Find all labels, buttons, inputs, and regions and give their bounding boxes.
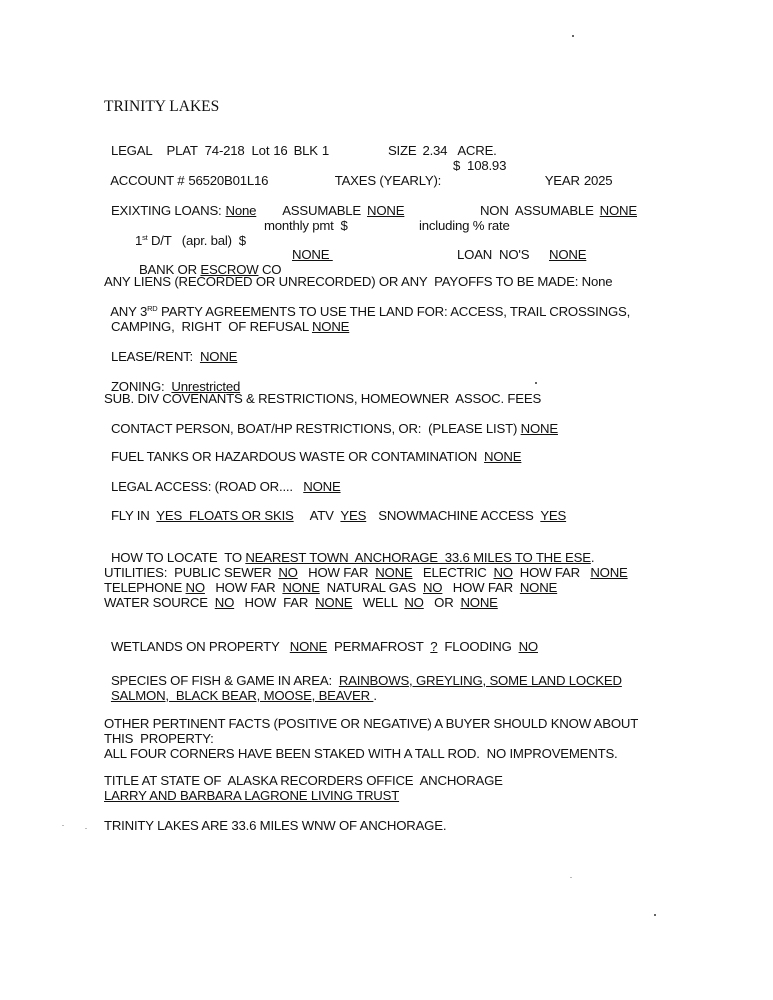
assumable-value: NONE — [367, 203, 405, 218]
species-value-2: SALMON, BLACK BEAR, MOOSE, BEAVER — [110, 688, 374, 703]
species-line-2 — [104, 673, 377, 703]
scan-speck — [570, 877, 572, 878]
assumable-field — [276, 188, 404, 218]
utilities-row-1 — [104, 565, 628, 580]
account-label: ACCOUNT # — [110, 173, 185, 188]
rate-label: including % rate — [419, 218, 510, 233]
utility-value: NONE — [375, 565, 413, 580]
flooding-label: FLOODING — [437, 639, 519, 654]
lease-field — [104, 334, 237, 364]
bank-field — [132, 247, 281, 277]
legal-access-value: NONE — [303, 479, 341, 494]
permafrost-label: PERMAFROST — [327, 639, 431, 654]
utility-value: NONE — [282, 580, 320, 595]
liens-line-2-pre: ANY 3 — [110, 304, 148, 319]
legal-label: LEGAL — [110, 143, 153, 158]
liens-line-3-label: CAMPING, RIGHT OF REFUSAL — [110, 319, 312, 334]
scan-speck — [654, 914, 656, 916]
utility-value: NO — [214, 595, 235, 610]
existing-loans-label: EXIXTING LOANS: — [110, 203, 222, 218]
non-assumable-field — [473, 188, 637, 218]
fly-in-value: YES FLOATS OR SKIS — [156, 508, 294, 523]
loan-nos-label: LOAN NO'S — [457, 247, 530, 262]
utility-label: HOW FAR — [234, 595, 316, 610]
non-assumable-value: NONE — [599, 203, 637, 218]
scan-speck — [62, 825, 64, 826]
zoning-field — [104, 364, 240, 394]
fuel-field — [104, 434, 521, 464]
utility-label: HOW FAR — [512, 565, 591, 580]
year-value: 2025 — [583, 173, 613, 188]
lot-value: 16 — [273, 143, 288, 158]
wetlands-field — [104, 624, 538, 654]
plat-label: PLAT — [166, 143, 198, 158]
taxes-value: $ 108.93 — [453, 158, 507, 173]
size-label: SIZE — [387, 143, 417, 158]
flooding-value: NO — [518, 639, 538, 654]
scan-speck — [85, 828, 87, 829]
account-field — [104, 158, 268, 188]
liens-line-3 — [104, 304, 349, 334]
covenants-value: NONE — [520, 421, 558, 436]
taxes-label: TAXES (YEARLY): — [334, 173, 442, 188]
utility-label: ELECTRIC — [412, 565, 494, 580]
bank-value-text: NONE — [292, 247, 333, 262]
lot-label: Lot — [251, 143, 270, 158]
monthly-pmt-label: monthly pmt $ — [264, 218, 348, 233]
permafrost-value: ? — [430, 639, 438, 654]
fuel-label: FUEL TANKS OR HAZARDOUS WASTE OR CONTAMINATION — [110, 449, 485, 464]
species-label: SPECIES OF FISH & GAME IN AREA: — [110, 673, 339, 688]
locate-label: HOW TO LOCATE TO — [110, 550, 246, 565]
legal-access-field — [104, 464, 341, 494]
taxes-field — [328, 158, 441, 188]
utility-value: NO — [422, 580, 443, 595]
liens-line-2-post: PARTY AGREEMENTS TO USE THE LAND FOR: ACCESS, TRAIL CROSSINGS, — [157, 304, 631, 319]
covenants-line-2-label: CONTACT PERSON, BOAT/HP RESTRICTIONS, OR: (PLEASE LIST) — [110, 421, 521, 436]
utility-value: NO — [493, 565, 513, 580]
document-title: TRINITY LAKES — [104, 98, 220, 115]
title-owner-line — [104, 788, 399, 803]
lease-label: LEASE/RENT: — [110, 349, 200, 364]
locate-value: NEAREST TOWN ANCHORAGE 33.6 MILES TO THE ESE — [245, 550, 591, 565]
zoning-label: ZONING: — [110, 379, 172, 394]
zoning-value: Unrestricted — [171, 379, 241, 394]
first-dt-prefix: 1 — [134, 233, 143, 248]
scan-speck — [535, 382, 537, 384]
utility-value: NONE — [460, 595, 498, 610]
species-suffix: . — [373, 688, 377, 703]
blk-label: BLK — [293, 143, 318, 158]
utility-label: NATURAL GAS — [319, 580, 423, 595]
bank-label-pre: BANK OR — [138, 262, 201, 277]
first-dt-sup: st — [142, 233, 148, 242]
utility-label: HOW FAR — [442, 580, 520, 595]
atv-value: YES — [340, 508, 367, 523]
existing-loans-field — [104, 188, 256, 218]
liens-line-3-value: NONE — [311, 319, 350, 334]
covenants-line-2 — [104, 406, 558, 436]
bank-label-escrow: ESCROW — [200, 262, 259, 277]
utility-value: NONE — [519, 580, 558, 595]
wetlands-label: WETLANDS ON PROPERTY — [110, 639, 290, 654]
other-facts-line-1: OTHER PERTINENT FACTS (POSITIVE OR NEGATIVE) A BUYER SHOULD KNOW ABOUT — [104, 716, 639, 731]
utility-label: OR — [423, 595, 461, 610]
first-dt-label: D/T (apr. bal) $ — [147, 233, 246, 248]
utility-label: TELEPHONE — [104, 580, 186, 595]
liens-line-2-sup: RD — [147, 304, 158, 313]
wetlands-value: NONE — [289, 639, 328, 654]
fuel-value: NONE — [484, 449, 522, 464]
size-value: 2.34 — [422, 143, 448, 158]
utility-value: NO — [185, 580, 205, 595]
year-field — [538, 158, 612, 188]
bank-value — [292, 247, 333, 262]
first-dt-field — [128, 218, 246, 248]
utility-label: HOW FAR — [204, 580, 283, 595]
utility-label: UTILITIES: PUBLIC SEWER — [104, 565, 279, 580]
footer-note: TRINITY LAKES ARE 33.6 MILES WNW OF ANCHORAGE. — [104, 818, 447, 833]
fly-in-label: FLY IN — [110, 508, 157, 523]
utility-value: NONE — [590, 565, 628, 580]
atv-label: ATV — [309, 508, 341, 523]
utilities-row-3 — [104, 595, 498, 610]
locate-field — [104, 535, 594, 565]
size-unit: ACRE. — [457, 143, 497, 158]
liens-line-1: ANY LIENS (RECORDED OR UNRECORDED) OR ANY PAYOFFS TO BE MADE: None — [104, 274, 613, 289]
title-office-line: TITLE AT STATE OF ALASKA RECORDERS OFFICE ANCHORAGE — [104, 773, 503, 788]
account-number: 56520B01L16 — [188, 173, 269, 188]
existing-loans-value: None — [225, 203, 257, 218]
bank-label-post: CO — [258, 262, 282, 277]
utility-label: HOW FAR — [297, 565, 376, 580]
plat-value: 74-218 — [204, 143, 245, 158]
snowmachine-label: SNOWMACHINE ACCESS — [378, 508, 541, 523]
locate-suffix: . — [590, 550, 595, 565]
assumable-label: ASSUMABLE — [282, 203, 362, 218]
utility-value: NO — [404, 595, 424, 610]
species-value-1: RAINBOWS, GREYLING, SOME LAND LOCKED — [338, 673, 622, 688]
scan-speck — [572, 35, 574, 37]
year-label: YEAR — [544, 173, 580, 188]
blk-value: 1 — [321, 143, 330, 158]
fly-in-field — [104, 493, 566, 523]
legal-access-label: LEGAL ACCESS: (ROAD OR.... — [110, 479, 304, 494]
loan-nos-value — [549, 247, 586, 262]
utility-label: WELL — [352, 595, 405, 610]
utilities-row-2 — [104, 580, 557, 595]
other-facts-line-2: THIS PROPERTY: — [104, 731, 214, 746]
lease-value: NONE — [199, 349, 238, 364]
utility-value: NONE — [315, 595, 353, 610]
covenants-line-1: SUB. DIV COVENANTS & RESTRICTIONS, HOMEOWNER ASSOC. FEES — [104, 391, 542, 406]
title-owner: LARRY AND BARBARA LAGRONE LIVING TRUST — [104, 788, 400, 803]
other-facts-line-3: ALL FOUR CORNERS HAVE BEEN STAKED WITH A TALL ROD. NO IMPROVEMENTS. — [104, 746, 618, 761]
utility-label: WATER SOURCE — [104, 595, 215, 610]
loan-nos-value-text: NONE — [549, 247, 587, 262]
size-field — [381, 128, 497, 158]
non-assumable-label: NON ASSUMABLE — [479, 203, 594, 218]
snowmachine-value: YES — [540, 508, 567, 523]
utility-value: NO — [278, 565, 298, 580]
legal-row — [104, 128, 329, 158]
